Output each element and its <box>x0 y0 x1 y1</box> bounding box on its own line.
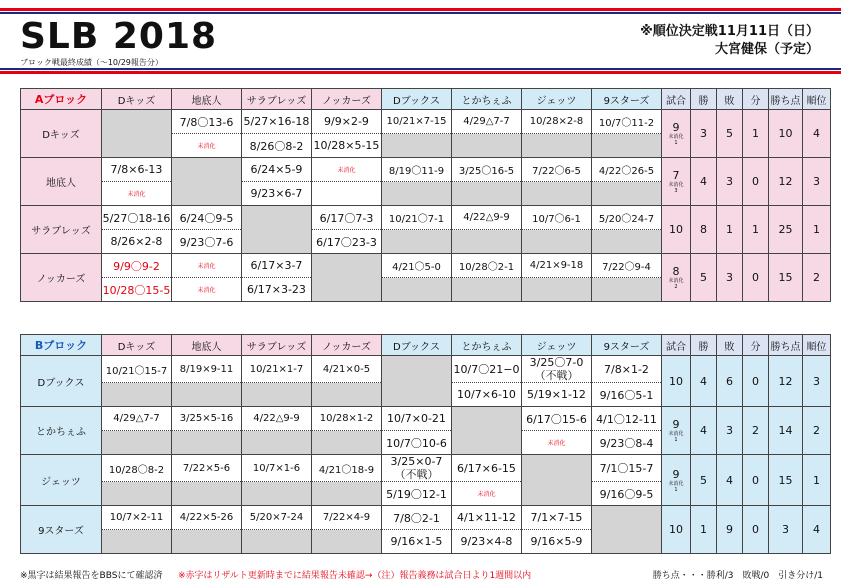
column-header: サラブレッズ <box>242 335 312 356</box>
stats-header: 分 <box>743 89 769 110</box>
column-header: ノッカーズ <box>312 335 382 356</box>
result-cell: 9/16×5-9 <box>522 530 592 554</box>
block-a-table <box>20 88 831 302</box>
playoff-venue-note: 大宮健保（予定） <box>714 42 819 57</box>
result-cell: 7/22〇9-4 <box>592 254 662 278</box>
result-cell: 5/19〇12-1 <box>382 482 452 506</box>
result-cell: 9/9×2-9 <box>312 110 382 134</box>
stat-points: 3 <box>769 506 803 554</box>
result-cell: 9/9〇9-2 <box>102 254 172 278</box>
result-cell: 4/21×9-18 <box>522 254 592 278</box>
result-cell: 未消化 <box>312 158 382 182</box>
stat-wins: 5 <box>691 254 717 302</box>
result-cell: 7/1〇15-7 <box>592 455 662 482</box>
result-cell <box>382 455 452 482</box>
stat-points: 15 <box>769 455 803 506</box>
empty-cell <box>172 431 242 455</box>
result-cell: 8/19〇11-9 <box>382 158 452 182</box>
result-cell: 3/25〇16-5 <box>452 158 522 182</box>
forfeit-note: （不戦） <box>394 468 439 481</box>
result-cell: 4/29△7-7 <box>102 407 172 431</box>
stat-losses: 4 <box>717 455 743 506</box>
self-cell <box>382 356 452 407</box>
stat-rank: 4 <box>803 506 831 554</box>
empty-cell <box>242 530 312 554</box>
result-cell: 5/20〇24-7 <box>592 206 662 230</box>
games-played: 9 未消化 1 <box>662 110 691 158</box>
stats-header: 敗 <box>717 89 743 110</box>
stats-header: 試合 <box>662 335 691 356</box>
result-cell: 10/7〇11-2 <box>592 110 662 134</box>
result-cell: 6/17〇15-6 <box>522 407 592 431</box>
stat-points: 25 <box>769 206 803 254</box>
result-cell: 6/17×3-7 <box>242 254 312 278</box>
team-row <box>21 356 831 383</box>
column-header: Dブックス <box>382 89 452 110</box>
result-cell: 7/8〇2-1 <box>382 506 452 530</box>
top-rule-navy <box>0 12 841 14</box>
result-cell: 4/21×0-5 <box>312 356 382 383</box>
empty-cell <box>102 431 172 455</box>
stat-wins: 4 <box>691 407 717 455</box>
stat-rank: 2 <box>803 407 831 455</box>
result-cell: 7/22×5-6 <box>172 455 242 482</box>
result-cell: 10/21〇15-7 <box>102 356 172 383</box>
result-cell: 9/23〇7-6 <box>172 230 242 254</box>
games-played: 10 <box>662 206 691 254</box>
team-name: サラブレッズ <box>21 206 102 254</box>
stat-draws: 0 <box>743 356 769 407</box>
result-cell: 10/28×5-15 <box>312 134 382 158</box>
header-rule-navy <box>0 68 841 70</box>
result-cell: 5/27×16-18 <box>242 110 312 134</box>
empty-cell <box>312 431 382 455</box>
team-name: ノッカーズ <box>21 254 102 302</box>
column-header: Dキッズ <box>102 335 172 356</box>
empty-cell <box>592 278 662 302</box>
team-row <box>21 158 831 182</box>
stats-header: 勝 <box>691 89 717 110</box>
stat-draws: 1 <box>743 110 769 158</box>
result-cell: 10/7×2-11 <box>102 506 172 530</box>
self-cell <box>172 158 242 206</box>
stat-draws: 0 <box>743 158 769 206</box>
team-name: Dブックス <box>21 356 102 407</box>
stat-rank: 1 <box>803 455 831 506</box>
games-played: 9 未消化 1 <box>662 455 691 506</box>
empty-cell <box>382 182 452 206</box>
result-cell: 8/26〇8-2 <box>242 134 312 158</box>
result-text: 3/25×0-7 <box>390 455 443 468</box>
stat-draws: 1 <box>743 206 769 254</box>
result-cell <box>522 356 592 383</box>
team-row <box>21 206 831 230</box>
self-cell <box>102 110 172 158</box>
result-cell: 7/1×7-15 <box>522 506 592 530</box>
stat-points: 15 <box>769 254 803 302</box>
result-cell: 9/23〇8-4 <box>592 431 662 455</box>
result-cell: 9/16×1-5 <box>382 530 452 554</box>
stats-header: 勝 <box>691 335 717 356</box>
stats-header: 順位 <box>803 89 831 110</box>
empty-cell <box>242 383 312 407</box>
block-label: Bブロック <box>21 335 102 356</box>
stats-header: 分 <box>743 335 769 356</box>
column-header: サラブレッズ <box>242 89 312 110</box>
result-cell: 10/28×1-2 <box>312 407 382 431</box>
result-cell: 6/17×3-23 <box>242 278 312 302</box>
column-header: 地底人 <box>172 335 242 356</box>
result-cell: 10/7〇10-6 <box>382 431 452 455</box>
result-cell: 10/21×1-7 <box>242 356 312 383</box>
result-cell: 4/21〇18-9 <box>312 455 382 482</box>
result-cell: 6/24〇9-5 <box>172 206 242 230</box>
result-cell: 10/7〇21−0 <box>452 356 522 383</box>
result-cell: 6/24×5-9 <box>242 158 312 182</box>
result-cell: 10/28〇15-5 <box>102 278 172 302</box>
empty-cell <box>522 278 592 302</box>
block-b-table <box>20 334 831 554</box>
result-cell: 9/16〇9-5 <box>592 482 662 506</box>
column-header: Dブックス <box>382 335 452 356</box>
stat-points: 10 <box>769 110 803 158</box>
self-cell <box>312 254 382 302</box>
footer-note-confirmed: ※黒字は結果報告をBBSにて確認済 <box>20 571 163 581</box>
empty-cell <box>592 182 662 206</box>
team-name: ジェッツ <box>21 455 102 506</box>
result-cell: 7/8〇13-6 <box>172 110 242 134</box>
team-name: とかちぇふ <box>21 407 102 455</box>
footer-points-legend: 勝ち点・・・勝利/3 敗戦/0 引き分け/1 <box>652 571 823 581</box>
column-header: Dキッズ <box>102 89 172 110</box>
stat-wins: 5 <box>691 455 717 506</box>
stats-header: 勝ち点 <box>769 335 803 356</box>
stat-losses: 3 <box>717 158 743 206</box>
footer-note-unconfirmed: ※赤字はリザルト更新時までに結果報告未確認→（注）報告義務は試合日より1週間以内 <box>178 571 532 581</box>
team-row <box>21 407 831 431</box>
stat-points: 12 <box>769 158 803 206</box>
block-label: Aブロック <box>21 89 102 110</box>
empty-cell <box>382 134 452 158</box>
stat-rank: 4 <box>803 110 831 158</box>
empty-cell <box>592 134 662 158</box>
games-played: 10 <box>662 506 691 554</box>
top-rule-red <box>0 8 841 11</box>
stat-wins: 1 <box>691 506 717 554</box>
empty-cell <box>382 230 452 254</box>
self-cell <box>452 407 522 455</box>
empty-cell <box>452 230 522 254</box>
column-header: とかちぇふ <box>452 335 522 356</box>
stat-draws: 0 <box>743 455 769 506</box>
stat-losses: 1 <box>717 206 743 254</box>
empty-cell <box>382 278 452 302</box>
result-cell: 未消化 <box>102 182 172 206</box>
result-cell: 4/1〇12-11 <box>592 407 662 431</box>
result-cell: 10/7×0-21 <box>382 407 452 431</box>
column-header: 地底人 <box>172 89 242 110</box>
empty-cell <box>312 530 382 554</box>
team-name: 地底人 <box>21 158 102 206</box>
result-cell: 10/7〇6-1 <box>522 206 592 230</box>
result-cell: 9/23×4-8 <box>452 530 522 554</box>
games-played: 9 未消化 1 <box>662 407 691 455</box>
result-cell: 7/8×1-2 <box>592 356 662 383</box>
playoff-date-note: ※順位決定戦11月11日（日） <box>640 24 819 39</box>
result-cell: 10/7×1-6 <box>242 455 312 482</box>
result-cell: 10/28〇2-1 <box>452 254 522 278</box>
column-header: ジェッツ <box>522 335 592 356</box>
result-cell: 4/22〇26-5 <box>592 158 662 182</box>
empty-cell <box>452 278 522 302</box>
empty-cell <box>312 383 382 407</box>
empty-cell <box>102 530 172 554</box>
empty-cell <box>172 383 242 407</box>
result-cell: 10/7×6-10 <box>452 383 522 407</box>
stat-wins: 4 <box>691 158 717 206</box>
team-row <box>21 254 831 278</box>
header-rule-red <box>0 71 841 74</box>
result-cell <box>312 182 382 206</box>
stat-draws: 0 <box>743 254 769 302</box>
stat-wins: 4 <box>691 356 717 407</box>
result-cell: 5/19×1-12 <box>522 383 592 407</box>
result-cell: 10/28〇8-2 <box>102 455 172 482</box>
result-cell: 9/23×6-7 <box>242 182 312 206</box>
result-cell: 3/25×5-16 <box>172 407 242 431</box>
empty-cell <box>242 482 312 506</box>
stat-wins: 3 <box>691 110 717 158</box>
result-cell: 6/17〇23-3 <box>312 230 382 254</box>
result-cell: 7/22×4-9 <box>312 506 382 530</box>
result-cell: 4/29△7-7 <box>452 110 522 134</box>
result-cell: 9/16〇5-1 <box>592 383 662 407</box>
column-header: ジェッツ <box>522 89 592 110</box>
empty-cell <box>102 383 172 407</box>
stat-points: 14 <box>769 407 803 455</box>
stat-rank: 2 <box>803 254 831 302</box>
stat-rank: 1 <box>803 206 831 254</box>
stat-losses: 6 <box>717 356 743 407</box>
stat-rank: 3 <box>803 356 831 407</box>
result-cell: 4/22△9-9 <box>242 407 312 431</box>
empty-cell <box>522 134 592 158</box>
stats-header: 敗 <box>717 335 743 356</box>
empty-cell <box>312 482 382 506</box>
result-cell: 4/1×11-12 <box>452 506 522 530</box>
stats-header: 試合 <box>662 89 691 110</box>
empty-cell <box>522 182 592 206</box>
self-cell <box>522 455 592 506</box>
stat-draws: 2 <box>743 407 769 455</box>
result-cell: 未消化 <box>172 254 242 278</box>
result-cell: 未消化 <box>452 482 522 506</box>
stat-losses: 5 <box>717 110 743 158</box>
stats-header: 勝ち点 <box>769 89 803 110</box>
result-cell: 6/17×6-15 <box>452 455 522 482</box>
games-played: 10 <box>662 356 691 407</box>
empty-cell <box>452 182 522 206</box>
self-cell <box>242 206 312 254</box>
result-cell: 未消化 <box>172 278 242 302</box>
column-header: とかちぇふ <box>452 89 522 110</box>
forfeit-note: （不戦） <box>534 369 579 382</box>
team-row <box>21 110 831 134</box>
result-cell: 4/21〇5-0 <box>382 254 452 278</box>
stat-losses: 9 <box>717 506 743 554</box>
result-cell: 7/22〇6-5 <box>522 158 592 182</box>
stat-losses: 3 <box>717 407 743 455</box>
result-cell: 未消化 <box>172 134 242 158</box>
column-header: 9スターズ <box>592 89 662 110</box>
result-cell: 10/21×7-15 <box>382 110 452 134</box>
stat-losses: 3 <box>717 254 743 302</box>
page-title: SLB 2018 <box>20 16 218 57</box>
stat-draws: 0 <box>743 506 769 554</box>
result-cell: 10/28×2-8 <box>522 110 592 134</box>
empty-cell <box>522 230 592 254</box>
games-played: 7 未消化 3 <box>662 158 691 206</box>
result-cell: 4/22×5-26 <box>172 506 242 530</box>
games-played: 8 未消化 2 <box>662 254 691 302</box>
team-row <box>21 455 831 482</box>
result-cell: 4/22△9-9 <box>452 206 522 230</box>
result-cell: 5/27〇18-16 <box>102 206 172 230</box>
team-name: Dキッズ <box>21 110 102 158</box>
result-cell: 6/17〇7-3 <box>312 206 382 230</box>
result-cell: 7/8×6-13 <box>102 158 172 182</box>
stat-rank: 3 <box>803 158 831 206</box>
column-header: ノッカーズ <box>312 89 382 110</box>
empty-cell <box>452 134 522 158</box>
result-cell: 8/19×9-11 <box>172 356 242 383</box>
empty-cell <box>242 431 312 455</box>
page-subtitle: ブロック戦最終成績（〜10/29報告分） <box>20 58 163 67</box>
result-cell: 未消化 <box>522 431 592 455</box>
column-header: 9スターズ <box>592 335 662 356</box>
self-cell <box>592 506 662 554</box>
stat-wins: 8 <box>691 206 717 254</box>
stats-header: 順位 <box>803 335 831 356</box>
empty-cell <box>592 230 662 254</box>
result-cell: 10/21〇7-1 <box>382 206 452 230</box>
stat-points: 12 <box>769 356 803 407</box>
empty-cell <box>102 482 172 506</box>
result-text: 3/25〇7-0 <box>529 356 584 369</box>
team-name: 9スターズ <box>21 506 102 554</box>
team-row <box>21 506 831 530</box>
empty-cell <box>172 482 242 506</box>
result-cell: 8/26×2-8 <box>102 230 172 254</box>
result-cell: 5/20×7-24 <box>242 506 312 530</box>
empty-cell <box>172 530 242 554</box>
